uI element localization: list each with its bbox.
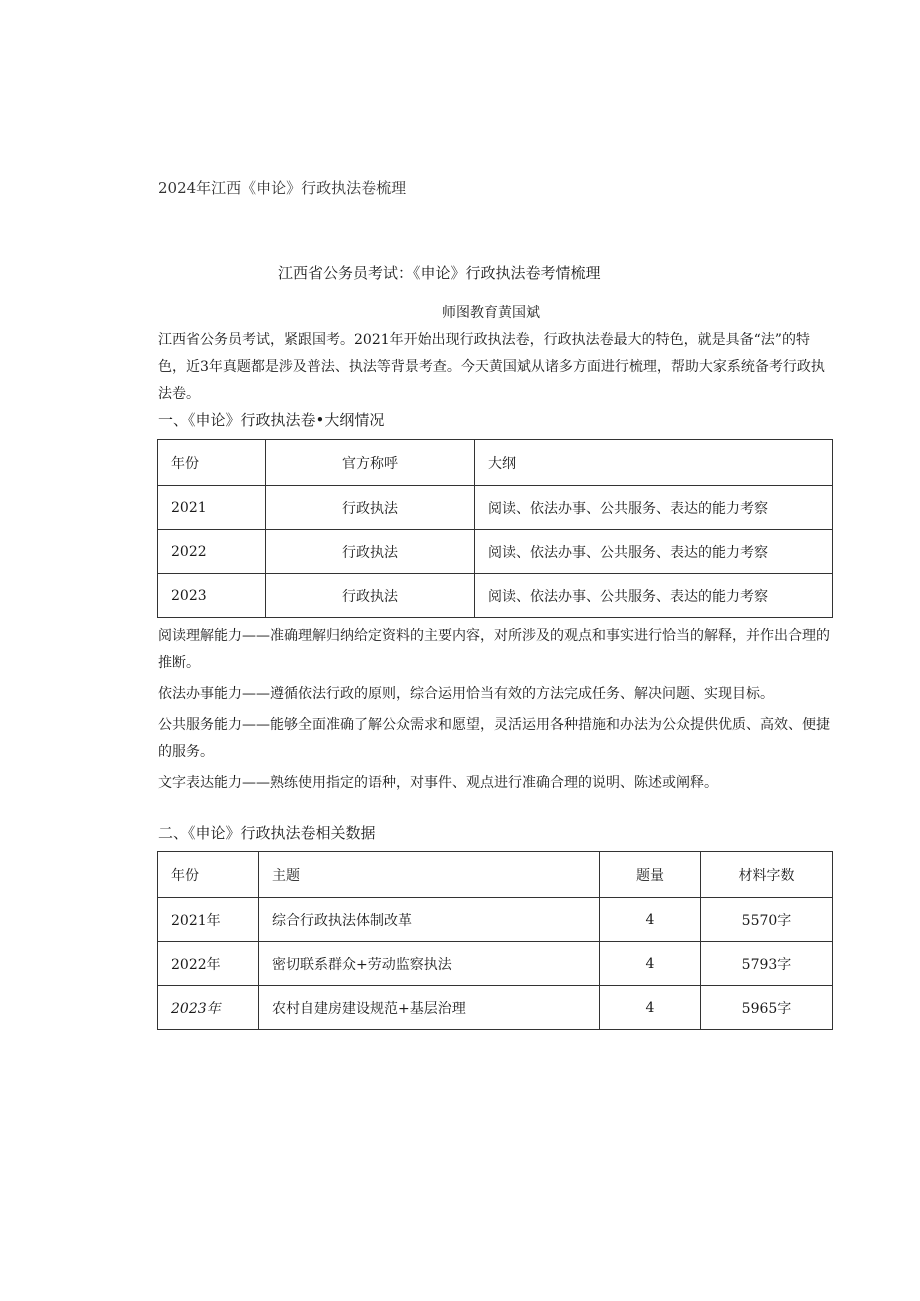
topic-cell: 密切联系群众+劳动监察执法 <box>259 942 600 986</box>
header-cell: 大纲 <box>475 440 833 486</box>
section1-heading: 一、《申论》行政执法卷•大纲情况 <box>158 411 385 429</box>
definition-reading: 阅读理解能力——准确理解归纳给定资料的主要内容，对所涉及的观点和事实进行恰当的解释，并作出合理的推断。 <box>158 628 830 671</box>
table-row <box>158 486 833 530</box>
year-cell: 2023 <box>158 574 266 618</box>
title-cell: 行政执法 <box>266 530 475 574</box>
year-cell: 2022年 <box>158 942 259 986</box>
definition-service: 公共服务能力——能够全面准确了解公众需求和愿望，灵活运用各种措施和办法为公众提供优质、高效、便捷的服务。 <box>158 717 830 760</box>
word-count-cell: 5570字 <box>701 898 833 942</box>
word-count-cell: 5965字 <box>701 986 833 1030</box>
document-title: 2024年江西《申论》行政执法卷梳理 <box>158 179 407 197</box>
syllabus-cell: 阅读、依法办事、公共服务、表达的能力考察 <box>475 574 833 618</box>
syllabus-cell: 阅读、依法办事、公共服务、表达的能力考察 <box>475 486 833 530</box>
section2-heading: 二、《申论》行政执法卷相关数据 <box>158 824 376 842</box>
topic-cell: 综合行政执法体制改革 <box>259 898 600 942</box>
table-header-row <box>158 852 833 898</box>
year-cell: 2021年 <box>158 898 259 942</box>
table-row <box>158 574 833 618</box>
exam-data-table <box>157 851 833 1030</box>
year-cell: 2021 <box>158 486 266 530</box>
syllabus-table <box>157 439 833 618</box>
topic-cell: 农村自建房建设规范+基层治理 <box>259 986 600 1030</box>
title-cell: 行政执法 <box>266 574 475 618</box>
table-row <box>158 530 833 574</box>
header-cell: 年份 <box>158 852 259 898</box>
header-cell: 题量 <box>600 852 701 898</box>
table-row <box>158 942 833 986</box>
year-cell: 2022 <box>158 530 266 574</box>
question-count-cell: 4 <box>600 898 701 942</box>
ability-definitions <box>158 623 834 801</box>
table-row <box>158 898 833 942</box>
header-cell: 主题 <box>259 852 600 898</box>
word-count-cell: 5793字 <box>701 942 833 986</box>
syllabus-cell: 阅读、依法办事、公共服务、表达的能力考察 <box>475 530 833 574</box>
header-cell: 官方称呼 <box>266 440 475 486</box>
article-title: 江西省公务员考试：《申论》行政执法卷考情梳理 <box>278 264 601 282</box>
intro-paragraph: 江西省公务员考试，紧跟国考。2021年开始出现行政执法卷，行政执法卷最大的特色，就是具备“法”的特色，近3年真题都是涉及普法、执法等背景考查。今天黄国斌从诸多方面进行梳理，帮助大家系统备考行政执法卷。 <box>158 332 825 402</box>
title-cell: 行政执法 <box>266 486 475 530</box>
question-count-cell: 4 <box>600 986 701 1030</box>
author-line: 师图教育黄国斌 <box>442 305 540 321</box>
header-cell: 年份 <box>158 440 266 486</box>
header-cell: 材料字数 <box>701 852 833 898</box>
table-row <box>158 986 833 1030</box>
question-count-cell: 4 <box>600 942 701 986</box>
year-cell: 2023年 <box>158 986 259 1030</box>
definition-law: 依法办事能力——遵循依法行政的原则，综合运用恰当有效的方法完成任务、解决问题、实现目标。 <box>158 686 774 702</box>
definition-writing: 文字表达能力——熟练使用指定的语种，对事件、观点进行准确合理的说明、陈述或阐释。 <box>158 775 718 791</box>
table-header-row <box>158 440 833 486</box>
